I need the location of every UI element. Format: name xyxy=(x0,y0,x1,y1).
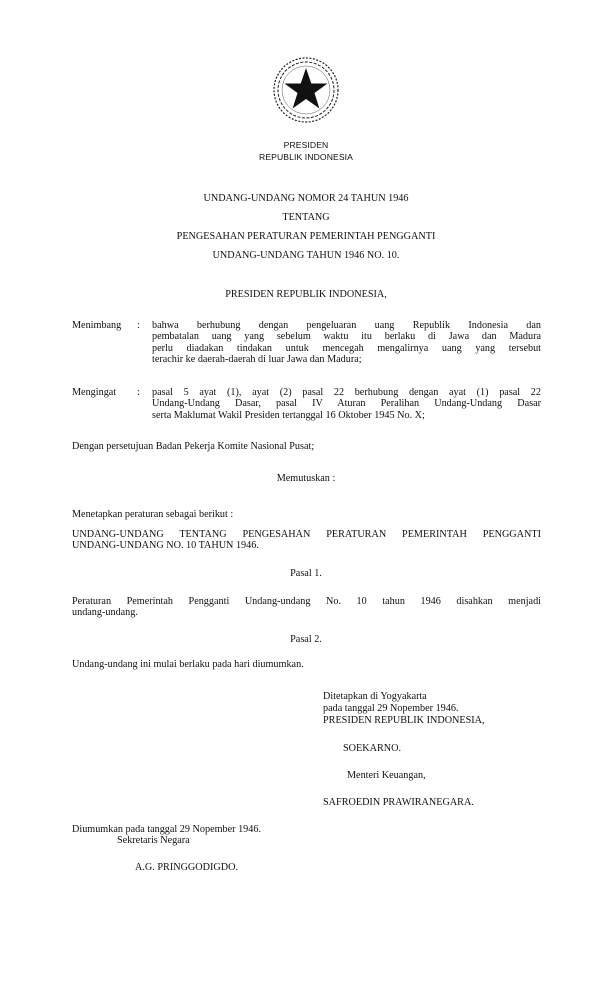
pasal-2-text: Undang-undang ini mulai berlaku pada hari diumumkan. xyxy=(72,659,304,670)
text-line: serta Maklumat Wakil Presiden tertanggal 16 Oktober 1945 No. X; xyxy=(152,409,425,421)
promulgation-text: Diumumkan pada tanggal 29 Nopember 1946. xyxy=(72,824,261,835)
text-line: undang-undang. xyxy=(72,607,138,619)
title-line: TENTANG xyxy=(282,212,330,223)
header-line-2: REPUBLIK INDONESIA xyxy=(259,152,353,162)
menimbang-label: Menimbang xyxy=(72,320,122,331)
text-line: Peraturan Pemerintah Pengganti Undang-undang No. 10 tahun 1946 disahkan menjadi xyxy=(72,596,541,607)
text-line: UNDANG-UNDANG TENTANG PENGESAHAN PERATURAN PEMERINTAH PENGGANTI xyxy=(72,529,541,540)
menimbang-text xyxy=(152,320,541,366)
promulgation-title: Sekretaris Negara xyxy=(117,835,190,846)
text-line: terachir ke daerah-daerah di luar Jawa dan Madura; xyxy=(152,354,362,366)
signature-title: PRESIDEN REPUBLIK INDONESIA, xyxy=(323,715,485,726)
presidential-seal-emblem xyxy=(271,55,341,125)
pasal-1-text xyxy=(72,596,541,619)
issuer: PRESIDEN REPUBLIK INDONESIA, xyxy=(225,289,387,300)
minister-title: Menteri Keuangan, xyxy=(347,770,426,781)
memutuskan: Memutuskan : xyxy=(276,473,336,484)
signature-name: SOEKARNO. xyxy=(343,743,402,754)
judul-undang-undang xyxy=(72,529,541,552)
text-line: perlu diadakan tindakan untuk mencegah mengalirnya uang yang tersebut xyxy=(152,342,541,354)
signature-place: Ditetapkan di Yogyakarta xyxy=(323,691,427,702)
promulgation-name: A.G. PRINGGODIGDO. xyxy=(135,862,239,873)
title-line: PENGESAHAN PERATURAN PEMERINTAH PENGGANTI xyxy=(176,231,436,242)
signature-date: pada tanggal 29 Nopember 1946. xyxy=(323,703,459,714)
persetujuan: Dengan persetujuan Badan Pekerja Komite Nasional Pusat; xyxy=(72,441,315,452)
text-line: Undang-Undang Dasar, pasal IV Aturan Peralihan Undang-Undang Dasar xyxy=(152,398,541,410)
mengingat-label: Mengingat xyxy=(72,387,117,398)
pasal-1-heading: Pasal 1. xyxy=(290,568,322,579)
title-line: UNDANG-UNDANG NOMOR 24 TAHUN 1946 xyxy=(203,193,409,204)
menimbang-colon: : xyxy=(137,320,140,331)
text-line: pembatalan uang yang sebelum waktu itu berlaku di Jawa dan Madura xyxy=(152,331,541,343)
pasal-2-heading: Pasal 2. xyxy=(290,634,322,645)
title-line: UNDANG-UNDANG TAHUN 1946 NO. 10. xyxy=(212,250,400,261)
mengingat-colon: : xyxy=(137,387,140,398)
mengingat-text xyxy=(152,387,541,421)
header-line-1: PRESIDEN xyxy=(283,140,329,150)
menetapkan: Menetapkan peraturan sebagai berikut : xyxy=(72,509,234,520)
minister-name: SAFROEDIN PRAWIRANEGARA. xyxy=(323,797,474,808)
text-line: pasal 5 ayat (1), ayat (2) pasal 22 berhubung dengan ayat (1) pasal 22 xyxy=(152,387,541,398)
text-line: UNDANG-UNDANG NO. 10 TAHUN 1946. xyxy=(72,540,259,552)
text-line: bahwa berhubung dengan pengeluaran uang Republik Indonesia dan xyxy=(152,320,541,331)
